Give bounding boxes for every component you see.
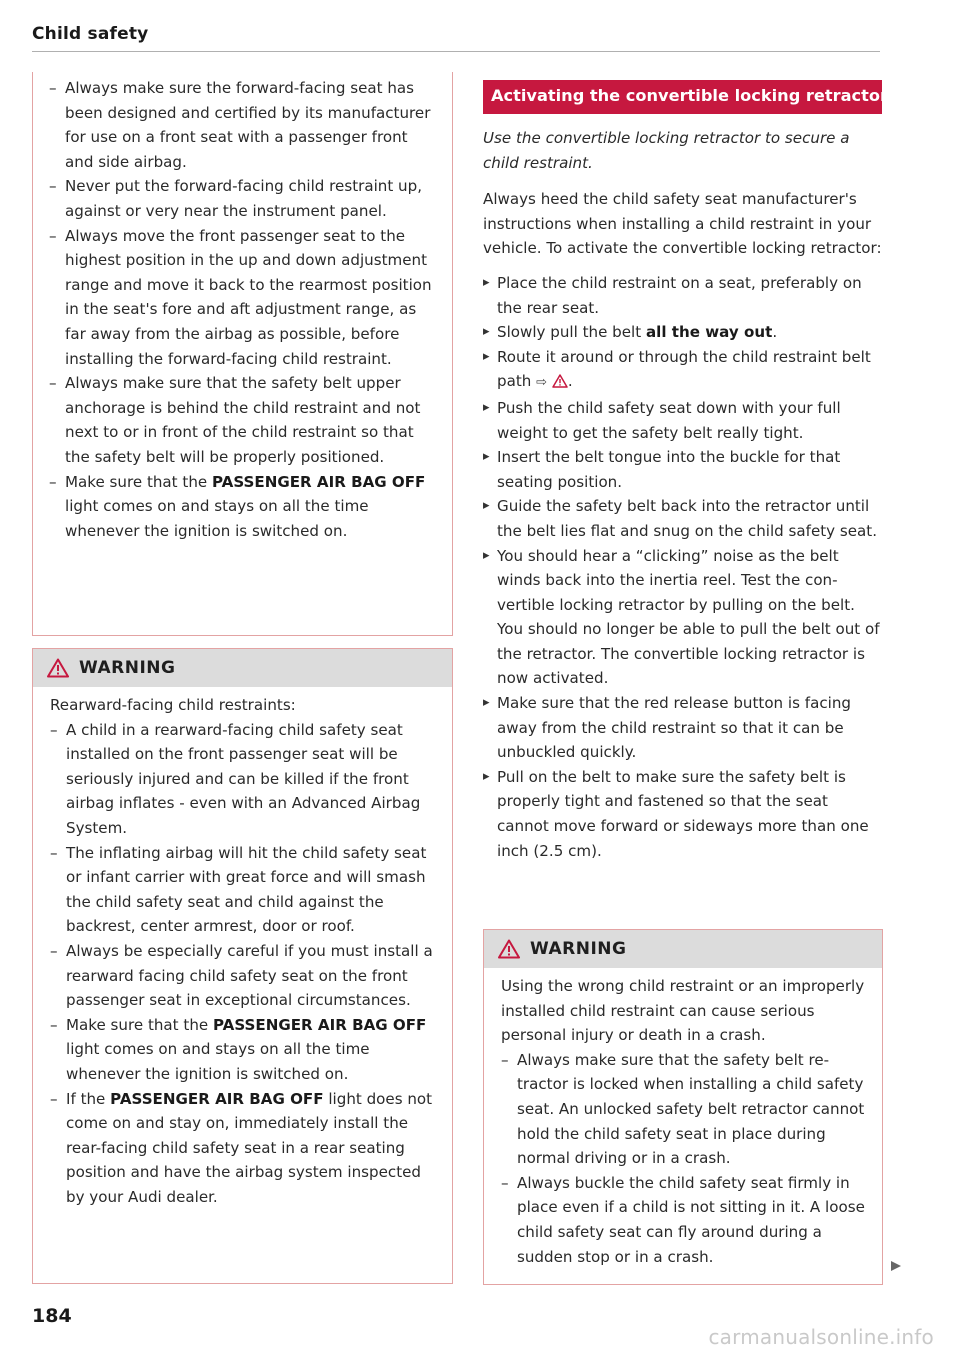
step-item: ▸ Guide the safety belt back into the retractor until the belt lies flat and snug on the child safety seat. (483, 494, 883, 543)
list-item: – Always be especially careful if you must install a rearward facing child safety seat on the front passenger seat in exceptional circumstances. (50, 939, 440, 1013)
step-item: ▸ Slowly pull the belt all the way out. (483, 320, 883, 345)
section-title: Child safety (32, 24, 149, 44)
list-item: – Always buckle the child safety seat firmly in place even if a child is not sitting in it. A loose child safety seat can fly around during a sudden stop or in a crash. (501, 1171, 870, 1269)
procedure-steps (483, 271, 883, 863)
step-item: ▸ Route it around or through the child restraint belt path ⇨ . (483, 345, 883, 396)
list-item: – Make sure that the PASSENGER AIR BAG OFF light comes on and stays on all the time whenever the ignition is switched on. (50, 1013, 440, 1087)
list-item: – The inflating airbag will hit the child safety seat or infant carrier with great force and will smash the child safety seat and child against the backrest, center armrest, door or roof. (50, 841, 440, 939)
warning-triangle-icon (47, 658, 69, 678)
step-item: ▸ Insert the belt tongue into the buckle for that seating position. (483, 445, 883, 494)
warning-list (501, 1048, 870, 1269)
warning-triangle-icon (498, 939, 520, 959)
intro-text: Use the convertible locking retractor to secure a child restraint. (483, 129, 850, 172)
warning-header (484, 930, 882, 968)
list-item: – Always make sure that the safety belt retractor is locked when installing a child safety seat. An unlocked safety belt retractor cannot hold the child safety seat in place during normal driving or in a crash. (501, 1048, 870, 1171)
list-item: – Always make sure the forward-facing seat has been designed and certified by its manufacturer for use on a front seat with a passenger front and side airbag. (49, 76, 440, 174)
left-column (32, 72, 453, 1284)
body-paragraph: Always heed the child safety seat manufacturer's instructions when installing a child restraint in your vehicle. To activate the convertible locking retractor: (483, 190, 882, 258)
step-item: ▸ Place the child restraint on a seat, preferably on the rear seat. (483, 271, 883, 320)
indicator-name: PASSENGER AIR BAG OFF (110, 1089, 324, 1108)
warning-title: WARNING (530, 939, 627, 959)
list-item: – A child in a rearward-facing child safety seat installed on the front passenger seat will be seriously injured and can be killed if the front airbag inflates - even with an Advanced Airbag System. (50, 718, 440, 841)
step-item: ▸ You should hear a “clicking” noise as the belt winds back into the inertia reel. Test the convertible locking retractor by pulling on the belt. You should no longer be able to pull the belt out of the retractor. The convertible locking retractor is now activated. (483, 544, 883, 692)
page-number: 184 (32, 1305, 72, 1327)
warning-lead: Using the wrong child restraint or an improperly installed child restraint can cause serious personal injury or death in a crash. (501, 977, 865, 1045)
warning-box-left (32, 648, 453, 1284)
warning-box-right (483, 929, 883, 1285)
warning-body (33, 687, 452, 1215)
list-item: – Never put the forward-facing child restraint up, against or very near the instrument panel. (49, 174, 440, 223)
warning-body (484, 968, 882, 1275)
precautions-box (32, 72, 453, 636)
right-column (483, 80, 888, 1266)
warning-list (50, 718, 440, 1210)
list-item: – Always make sure that the safety belt upper anchorage is behind the child restraint and not next to or in front of the child restraint so that the safety belt will be properly positioned. (49, 371, 440, 469)
warning-lead: Rearward-facing child restraints: (50, 696, 296, 714)
list-item: – If the PASSENGER AIR BAG OFF light does not come on and stay on, immediately install the rear-facing child safety seat in a rear seating position and have the airbag system inspected by your Audi dealer. (50, 1087, 440, 1210)
continued-arrow-icon (890, 1260, 902, 1272)
indicator-name: PASSENGER AIR BAG OFF (212, 1015, 427, 1034)
indicator-name: PASSENGER AIR BAG OFF (211, 472, 426, 491)
warning-title: WARNING (79, 658, 176, 678)
page-header (32, 24, 880, 52)
list-item: – Always move the front passenger seat to the highest position in the up and down adjustment range and move it back to the rearmost position in the seat's fore and aft adjustment range, as far away from the airbag as possible, before installing the forward-facing child restraint. (49, 224, 440, 372)
step-item: ▸ Push the child safety seat down with your full weight to get the safety belt really tight. (483, 396, 883, 445)
cross-reference-arrow[interactable]: ⇨ (536, 375, 548, 391)
precautions-list (49, 76, 440, 543)
step-item: ▸ Make sure that the red release button is facing away from the child restraint so that it can be unbuckled quickly. (483, 691, 883, 765)
warning-header (33, 649, 452, 687)
list-item: – Make sure that the PASSENGER AIR BAG OFF light comes on and stays on all the time whenever the ignition is switched on. (49, 470, 440, 544)
subsection-heading: Activating the convertible locking retractor (483, 80, 882, 114)
warning-triangle-icon[interactable] (552, 374, 568, 388)
watermark: carmanualsonline.info (708, 1325, 934, 1349)
step-item: ▸ Pull on the belt to make sure the safety belt is properly tight and fastened so that the seat cannot move forward or sideways more than one inch (2.5 cm). (483, 765, 883, 863)
